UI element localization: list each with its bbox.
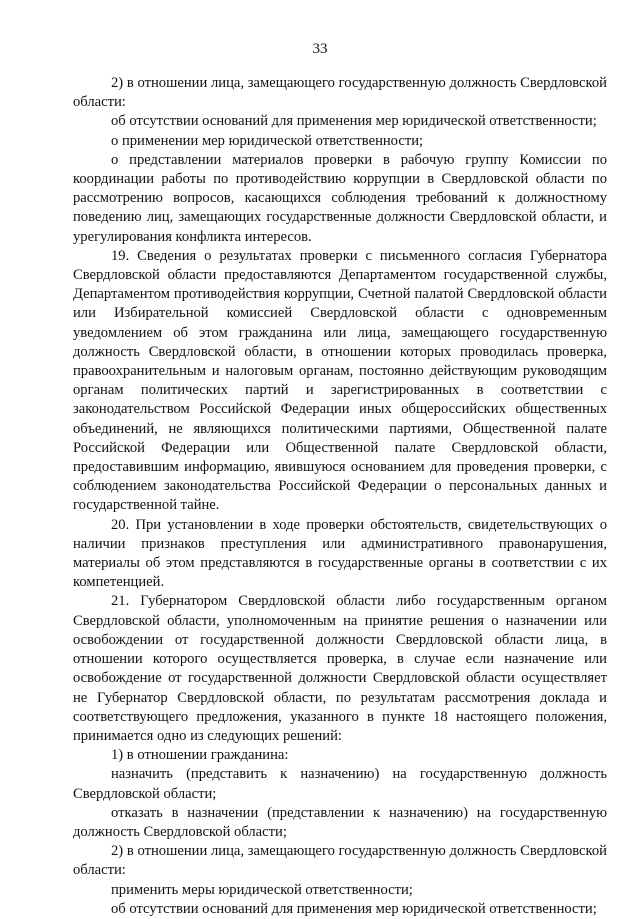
document-body: [73, 74, 607, 919]
paragraph: о представлении материалов проверки в рабочую группу Комиссии по координации работы по противодействию коррупции в Свердловской области по рассмотрению вопросов, касающихся соблюдения требований к должностному поведению лиц, замещающих государственные должности Свердловской области, и урегулирования конфликта интересов.: [73, 151, 607, 245]
paragraph: об отсутствии оснований для применения мер юридической ответственности;: [111, 113, 597, 130]
paragraph: применить меры юридической ответственности;: [111, 881, 413, 898]
paragraph: об отсутствии оснований для применения мер юридической ответственности;: [111, 900, 597, 917]
paragraph: 2) в отношении лица, замещающего государственную должность Свердловской области:: [73, 843, 607, 879]
paragraph: назначить (представить к назначению) на государственную должность Свердловской области;: [73, 766, 607, 802]
page-number: 33: [312, 41, 328, 57]
paragraph: отказать в назначении (представлении к назначению) на государственную должность Свердловской области;: [73, 804, 607, 840]
paragraph: 1) в отношении гражданина:: [111, 747, 289, 764]
paragraph: 21. Губернатором Свердловской области либо государственным органом Свердловской области, уполномоченным на принятие решения о назначении или освобождении от государственной должности Свердловской области лица, в отношении которого осуществляется проверка, в случае если назначение или освобождение от государственной должности Свердловской области осуществляет не Губернатор Свердловской области, по результатам рассмотрения доклада и соответствующего предложения, указанного в пункте 18 настоящего положения, принимается одно из следующих решений:: [73, 593, 607, 744]
paragraph: о применении мер юридической ответственности;: [111, 132, 424, 149]
paragraph: 20. При установлении в ходе проверки обстоятельств, свидетельствующих о наличии признаков преступления или административного правонарушения, материалы об этом представляются в государственные органы в соответствии с их компетенцией.: [73, 516, 607, 591]
paragraph: 19. Сведения о результатах проверки с письменного согласия Губернатора Свердловской области предоставляются Департаментом государственной службы, Департаментом противодействия коррупции, Счетной палатой Свердловской области или Избирательной комиссией Свердловской области с одновременным уведомлением об этом гражданина или лица, замещающего государственную должность Свердловской области, в отношении которых проводилась проверка, правоохранительным и налоговым органам, постоянно действующим руководящим органам политических партий и зарегистрированных в соответствии с законодательством Российской Федерации иных общероссийских общественных объединений, не являющихся политическими партиями, Общественной палате Российской Федерации или Общественной палате Свердловской области, предоставившим информацию, явившуюся основанием для проведения проверки, с соблюдением законодательства Российской Федерации о персональных данных и государственной тайне.: [73, 247, 607, 514]
paragraph: 2) в отношении лица, замещающего государственную должность Свердловской области:: [73, 75, 607, 111]
